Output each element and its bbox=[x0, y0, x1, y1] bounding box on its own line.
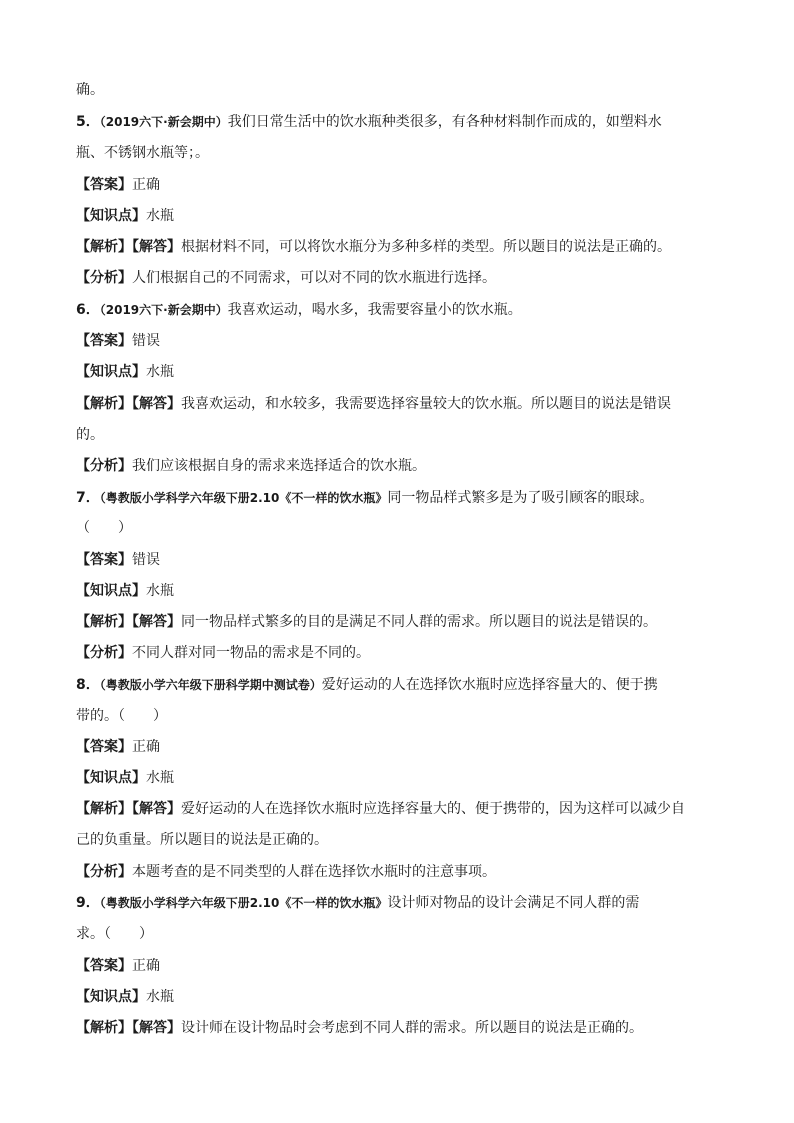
explanation-tag: 【解析】【解答】 bbox=[76, 396, 181, 412]
question-6-analysis bbox=[76, 456, 726, 476]
explanation-text-cont: 己的负重量。所以题目的说法是正确的。 bbox=[76, 832, 328, 848]
question-text: 爱好运动的人在选择饮水瓶时应选择容量大的、便于携 bbox=[321, 677, 658, 693]
question-9-knowledge bbox=[76, 987, 726, 1007]
question-8-analysis bbox=[76, 862, 726, 882]
explanation-text: 同一物品样式繁多的目的是满足不同人群的需求。所以题目的说法是错误的。 bbox=[181, 614, 657, 630]
question-text: 设计师对物品的设计会满足不同人群的需 bbox=[387, 895, 640, 911]
explanation-text: 根据材料不同，可以将饮水瓶分为多种多样的类型。所以题目的说法是正确的。 bbox=[181, 239, 671, 255]
answer-tag: 【答案】 bbox=[76, 958, 132, 974]
knowledge-value: 水瓶 bbox=[146, 989, 174, 1005]
question-source: （2019六下·新会期中） bbox=[99, 115, 228, 129]
question-text: 我们日常生活中的饮水瓶种类很多，有各种材料制作而成的，如塑料水 bbox=[227, 114, 662, 130]
question-number: 9． bbox=[76, 895, 100, 911]
question-7-stem-cont bbox=[76, 518, 726, 538]
analysis-text: 我们应该根据自身的需求来选择适合的饮水瓶。 bbox=[132, 458, 426, 474]
question-7-knowledge bbox=[76, 581, 726, 601]
question-8-knowledge bbox=[76, 768, 726, 788]
question-7-analysis bbox=[76, 643, 726, 663]
explanation-tag: 【解析】【解答】 bbox=[76, 1020, 181, 1036]
question-text: 同一物品样式繁多是为了吸引顾客的眼球。 bbox=[387, 490, 654, 506]
explanation-text: 爱好运动的人在选择饮水瓶时应选择容量大的、便于携带的，因为这样可以减少自 bbox=[181, 801, 685, 817]
question-source: （粤教版小学科学六年级下册2.10《不一样的饮水瓶》 bbox=[99, 491, 388, 505]
explanation-text: 我喜欢运动，和水较多，我需要选择容量较大的饮水瓶。所以题目的说法是错误 bbox=[181, 396, 671, 412]
question-5-stem bbox=[76, 112, 726, 132]
knowledge-tag: 【知识点】 bbox=[76, 770, 146, 786]
knowledge-tag: 【知识点】 bbox=[76, 583, 146, 599]
analysis-tag: 【分析】 bbox=[76, 645, 132, 661]
analysis-tag: 【分析】 bbox=[76, 270, 132, 286]
answer-value: 正确 bbox=[132, 739, 160, 755]
answer-value: 错误 bbox=[132, 552, 160, 568]
question-text-cont: 求。（ ） bbox=[76, 926, 153, 942]
question-source: （粤教版小学六年级下册科学期中测试卷） bbox=[99, 678, 322, 692]
question-text: 我喜欢运动，喝水多，我需要容量小的饮水瓶。 bbox=[227, 302, 522, 318]
question-6-explanation bbox=[76, 394, 726, 414]
question-number: 7． bbox=[76, 490, 100, 506]
knowledge-value: 水瓶 bbox=[146, 208, 174, 224]
question-9-answer bbox=[76, 956, 726, 976]
question-source: （粤教版小学科学六年级下册2.10《不一样的饮水瓶》 bbox=[99, 896, 388, 910]
knowledge-value: 水瓶 bbox=[146, 770, 174, 786]
analysis-text: 不同人群对同一物品的需求是不同的。 bbox=[132, 645, 370, 661]
question-8-explanation-cont bbox=[76, 830, 726, 850]
continued-text-span: 确。 bbox=[76, 82, 104, 98]
question-9-stem-cont bbox=[76, 924, 726, 944]
question-text-cont: （ ） bbox=[76, 520, 132, 536]
analysis-text: 本题考查的是不同类型的人群在选择饮水瓶时的注意事项。 bbox=[132, 864, 496, 880]
answer-value: 错误 bbox=[132, 333, 160, 349]
knowledge-tag: 【知识点】 bbox=[76, 364, 146, 380]
question-6-answer bbox=[76, 331, 726, 351]
explanation-text: 设计师在设计物品时会考虑到不同人群的需求。所以题目的说法是正确的。 bbox=[181, 1020, 643, 1036]
explanation-text-cont: 的。 bbox=[76, 427, 104, 443]
question-7-stem bbox=[76, 488, 726, 508]
answer-value: 正确 bbox=[132, 958, 160, 974]
answer-tag: 【答案】 bbox=[76, 177, 132, 193]
question-number: 8． bbox=[76, 677, 100, 693]
question-text-cont: 带的。（ ） bbox=[76, 708, 167, 724]
question-number: 5． bbox=[76, 114, 100, 130]
question-number: 6． bbox=[76, 302, 100, 318]
question-6-knowledge bbox=[76, 362, 726, 382]
answer-value: 正确 bbox=[132, 177, 160, 193]
question-8-stem bbox=[76, 675, 726, 695]
question-5-answer bbox=[76, 175, 726, 195]
question-5-explanation bbox=[76, 237, 726, 257]
analysis-tag: 【分析】 bbox=[76, 458, 132, 474]
question-8-stem-cont bbox=[76, 706, 726, 726]
question-7-explanation bbox=[76, 612, 726, 632]
question-6-explanation-cont bbox=[76, 425, 726, 445]
answer-tag: 【答案】 bbox=[76, 739, 132, 755]
explanation-tag: 【解析】【解答】 bbox=[76, 614, 181, 630]
question-text-cont: 瓶、不锈钢水瓶等；。 bbox=[76, 145, 209, 161]
question-9-explanation bbox=[76, 1018, 726, 1038]
question-5-analysis bbox=[76, 268, 726, 288]
knowledge-value: 水瓶 bbox=[146, 583, 174, 599]
explanation-tag: 【解析】【解答】 bbox=[76, 801, 181, 817]
question-8-explanation bbox=[76, 799, 726, 819]
question-9-stem bbox=[76, 893, 726, 913]
explanation-tag: 【解析】【解答】 bbox=[76, 239, 181, 255]
question-5-stem-cont bbox=[76, 143, 726, 163]
knowledge-value: 水瓶 bbox=[146, 364, 174, 380]
question-6-stem bbox=[76, 300, 726, 320]
analysis-text: 人们根据自己的不同需求，可以对不同的饮水瓶进行选择。 bbox=[132, 270, 496, 286]
continued-text bbox=[76, 80, 726, 100]
question-8-answer bbox=[76, 737, 726, 757]
answer-tag: 【答案】 bbox=[76, 552, 132, 568]
analysis-tag: 【分析】 bbox=[76, 864, 132, 880]
question-source: （2019六下·新会期中） bbox=[99, 303, 228, 317]
question-7-answer bbox=[76, 550, 726, 570]
knowledge-tag: 【知识点】 bbox=[76, 208, 146, 224]
knowledge-tag: 【知识点】 bbox=[76, 989, 146, 1005]
question-5-knowledge bbox=[76, 206, 726, 226]
answer-tag: 【答案】 bbox=[76, 333, 132, 349]
